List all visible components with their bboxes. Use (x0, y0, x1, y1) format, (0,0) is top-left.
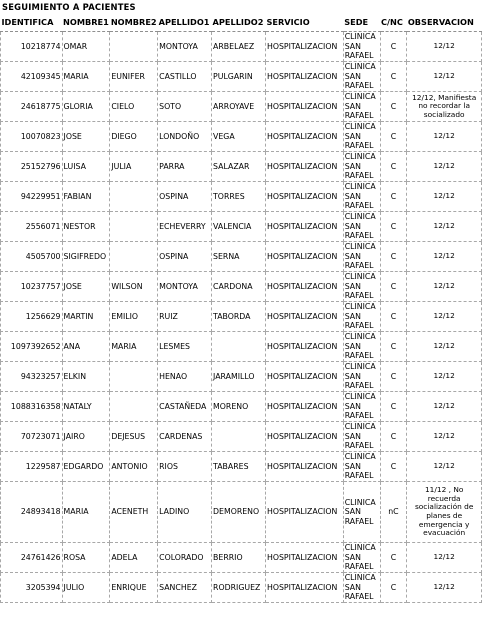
cell-nombre2: WILSON (110, 272, 158, 302)
cell-nombre2: ADELA (110, 543, 158, 573)
cell-nombre1: GLORIA (62, 92, 110, 122)
header-apellido2: APELLIDO2 (212, 15, 266, 32)
cell-sede: CLINICA SAN RAFAEL (343, 392, 380, 422)
cell-identifica: 1097392652 (1, 332, 63, 362)
cell-nombre1: JAIRO (62, 422, 110, 452)
cell-observacion: 12/12 (407, 362, 482, 392)
cell-apellido2 (212, 422, 266, 452)
cell-identifica: 10070823 (1, 122, 63, 152)
table-body (1, 32, 482, 603)
cell-servicio: HOSPITALIZACION (265, 543, 343, 573)
cell-observacion: 12/12 (407, 182, 482, 212)
cell-apellido2: RODRIGUEZ (212, 573, 266, 603)
cell-identifica: 24618775 (1, 92, 63, 122)
cell-sede: CLINICA SAN RAFAEL (343, 302, 380, 332)
cell-nombre1: ROSA (62, 543, 110, 573)
cell-nombre1: LUISA (62, 152, 110, 182)
cell-apellido1: CARDENAS (158, 422, 212, 452)
cell-sede: CLINICA SAN RAFAEL (343, 32, 380, 62)
cell-nombre2: EUNIFER (110, 62, 158, 92)
cell-apellido1: CASTAÑEDA (158, 392, 212, 422)
cell-nombre1: JOSE (62, 122, 110, 152)
cell-servicio: HOSPITALIZACION (265, 62, 343, 92)
cell-cnc: C (380, 92, 407, 122)
cell-apellido2: TORRES (212, 182, 266, 212)
cell-observacion: 12/12 (407, 242, 482, 272)
cell-nombre1: ANA (62, 332, 110, 362)
cell-cnc: C (380, 62, 407, 92)
cell-nombre2: ENRIQUE (110, 573, 158, 603)
cell-nombre1: JOSE (62, 272, 110, 302)
cell-apellido2: TABARES (212, 452, 266, 482)
cell-sede: CLINICA SAN RAFAEL (343, 182, 380, 212)
cell-observacion: 12/12 (407, 152, 482, 182)
cell-servicio: HOSPITALIZACION (265, 212, 343, 242)
cell-identifica: 3205394 (1, 573, 63, 603)
cell-cnc: C (380, 302, 407, 332)
table-row (1, 452, 482, 482)
table-row (1, 302, 482, 332)
header-nombre1: NOMBRE1 (62, 15, 110, 32)
cell-observacion: 12/12 (407, 122, 482, 152)
table-row (1, 32, 482, 62)
cell-cnc: C (380, 152, 407, 182)
cell-apellido1: OSPINA (158, 182, 212, 212)
cell-apellido2: SALAZAR (212, 152, 266, 182)
cell-apellido2: VALENCIA (212, 212, 266, 242)
cell-observacion: 12/12 (407, 543, 482, 573)
table-row (1, 482, 482, 543)
cell-identifica: 42109345 (1, 62, 63, 92)
cell-nombre2 (110, 392, 158, 422)
cell-sede: CLINICA SAN RAFAEL (343, 452, 380, 482)
cell-servicio: HOSPITALIZACION (265, 122, 343, 152)
cell-identifica: 10218774 (1, 32, 63, 62)
cell-observacion: 12/12 (407, 332, 482, 362)
page-title: SEGUIMIENTO A PACIENTES (2, 2, 136, 12)
cell-nombre1: SIGIFREDO (62, 242, 110, 272)
cell-nombre1: MARTIN (62, 302, 110, 332)
cell-nombre2: MARIA (110, 332, 158, 362)
cell-servicio: HOSPITALIZACION (265, 92, 343, 122)
cell-servicio: HOSPITALIZACION (265, 32, 343, 62)
cell-apellido2: MORENO (212, 392, 266, 422)
table-row (1, 212, 482, 242)
cell-nombre2: EMILIO (110, 302, 158, 332)
cell-apellido1: LONDOÑO (158, 122, 212, 152)
cell-servicio: HOSPITALIZACION (265, 302, 343, 332)
cell-apellido2: ARBELAEZ (212, 32, 266, 62)
cell-apellido1: RIOS (158, 452, 212, 482)
cell-apellido1: LADINO (158, 482, 212, 543)
header-nombre2: NOMBRE2 (110, 15, 158, 32)
cell-observacion: 11/12 , No recuerda socialización de planes de emergencia y evacuación (407, 482, 482, 543)
header-identifica: IDENTIFICA (1, 15, 63, 32)
cell-cnc: C (380, 242, 407, 272)
cell-apellido1: HENAO (158, 362, 212, 392)
cell-observacion: 12/12 (407, 392, 482, 422)
table-row (1, 573, 482, 603)
cell-sede: CLINICA SAN RAFAEL (343, 332, 380, 362)
cell-apellido2: CARDONA (212, 272, 266, 302)
table-row (1, 62, 482, 92)
cell-identifica: 24893418 (1, 482, 63, 543)
cell-nombre1: EDGARDO (62, 452, 110, 482)
cell-sede: CLINICA SAN RAFAEL (343, 573, 380, 603)
cell-identifica: 24761426 (1, 543, 63, 573)
cell-identifica: 4505700 (1, 242, 63, 272)
cell-nombre2: ANTONIO (110, 452, 158, 482)
cell-apellido2: ARROYAVE (212, 92, 266, 122)
cell-nombre2 (110, 32, 158, 62)
cell-observacion: 12/12 (407, 62, 482, 92)
cell-nombre2: JULIA (110, 152, 158, 182)
cell-sede: CLINICA SAN RAFAEL (343, 92, 380, 122)
cell-identifica: 94323257 (1, 362, 63, 392)
cell-apellido1: OSPINA (158, 242, 212, 272)
cell-apellido2: JARAMILLO (212, 362, 266, 392)
cell-nombre2: ACENETH (110, 482, 158, 543)
cell-servicio: HOSPITALIZACION (265, 272, 343, 302)
cell-sede: CLINICA SAN RAFAEL (343, 122, 380, 152)
patients-table (0, 15, 482, 603)
header-sede: SEDE (343, 15, 380, 32)
cell-identifica: 94229951 (1, 182, 63, 212)
cell-servicio: HOSPITALIZACION (265, 482, 343, 543)
cell-apellido2: PULGARIN (212, 62, 266, 92)
table-row (1, 152, 482, 182)
cell-cnc: C (380, 422, 407, 452)
cell-nombre1: MARIA (62, 482, 110, 543)
cell-identifica: 70723071 (1, 422, 63, 452)
header-servicio: SERVICIO (265, 15, 343, 32)
cell-sede: CLINICA SAN RAFAEL (343, 242, 380, 272)
cell-apellido1: CASTILLO (158, 62, 212, 92)
cell-nombre2 (110, 182, 158, 212)
cell-servicio: HOSPITALIZACION (265, 452, 343, 482)
cell-cnc: C (380, 452, 407, 482)
cell-observacion: 12/12 (407, 272, 482, 302)
cell-observacion: 12/12 (407, 573, 482, 603)
header-observacion: OBSERVACION (407, 15, 482, 32)
cell-observacion: 12/12 (407, 422, 482, 452)
cell-apellido2: TABORDA (212, 302, 266, 332)
cell-observacion: 12/12 (407, 212, 482, 242)
cell-cnc: C (380, 332, 407, 362)
cell-sede: CLINICA SAN RAFAEL (343, 152, 380, 182)
cell-sede: CLINICA SAN RAFAEL (343, 543, 380, 573)
cell-nombre1: JULIO (62, 573, 110, 603)
cell-cnc: C (380, 543, 407, 573)
header-apellido1: APELLIDO1 (158, 15, 212, 32)
cell-sede: CLINICA SAN RAFAEL (343, 212, 380, 242)
cell-apellido2: BERRIO (212, 543, 266, 573)
cell-apellido1: ECHEVERRY (158, 212, 212, 242)
cell-identifica: 25152796 (1, 152, 63, 182)
cell-nombre2: CIELO (110, 92, 158, 122)
cell-servicio: HOSPITALIZACION (265, 573, 343, 603)
cell-nombre2 (110, 242, 158, 272)
cell-cnc: C (380, 182, 407, 212)
cell-nombre1: NATALY (62, 392, 110, 422)
cell-identifica: 10237757 (1, 272, 63, 302)
cell-servicio: HOSPITALIZACION (265, 422, 343, 452)
cell-cnc: C (380, 573, 407, 603)
cell-apellido1: RUIZ (158, 302, 212, 332)
cell-servicio: HOSPITALIZACION (265, 152, 343, 182)
cell-observacion: 12/12 (407, 452, 482, 482)
cell-servicio: HOSPITALIZACION (265, 392, 343, 422)
table-row (1, 332, 482, 362)
cell-sede: CLINICA SAN RAFAEL (343, 62, 380, 92)
cell-sede: CLINICA SAN RAFAEL (343, 422, 380, 452)
cell-nombre1: OMAR (62, 32, 110, 62)
cell-apellido1: SOTO (158, 92, 212, 122)
cell-nombre2: DEJESUS (110, 422, 158, 452)
table-row (1, 422, 482, 452)
cell-cnc: C (380, 32, 407, 62)
header-cnc: C/NC (380, 15, 407, 32)
cell-apellido1: MONTOYA (158, 32, 212, 62)
cell-nombre1: NESTOR (62, 212, 110, 242)
cell-apellido1: COLORADO (158, 543, 212, 573)
cell-nombre1: ELKIN (62, 362, 110, 392)
cell-sede: CLINICA SAN RAFAEL (343, 482, 380, 543)
cell-servicio: HOSPITALIZACION (265, 332, 343, 362)
cell-nombre2 (110, 362, 158, 392)
cell-sede: CLINICA SAN RAFAEL (343, 362, 380, 392)
cell-sede: CLINICA SAN RAFAEL (343, 272, 380, 302)
table-row (1, 543, 482, 573)
table-row (1, 92, 482, 122)
table-row (1, 272, 482, 302)
table-row (1, 392, 482, 422)
table-row (1, 362, 482, 392)
cell-servicio: HOSPITALIZACION (265, 362, 343, 392)
table-row (1, 182, 482, 212)
table-row (1, 242, 482, 272)
cell-apellido2: VEGA (212, 122, 266, 152)
cell-identifica: 1256629 (1, 302, 63, 332)
cell-apellido1: LESMES (158, 332, 212, 362)
cell-apellido1: SANCHEZ (158, 573, 212, 603)
table-row (1, 122, 482, 152)
cell-observacion: 12/12, Manifiesta no recordar la socializado (407, 92, 482, 122)
cell-identifica: 1088316358 (1, 392, 63, 422)
cell-identifica: 2556071 (1, 212, 63, 242)
cell-servicio: HOSPITALIZACION (265, 182, 343, 212)
cell-nombre2 (110, 212, 158, 242)
cell-nombre2: DIEGO (110, 122, 158, 152)
cell-apellido1: PARRA (158, 152, 212, 182)
cell-cnc: C (380, 122, 407, 152)
cell-cnc: C (380, 272, 407, 302)
cell-observacion: 12/12 (407, 32, 482, 62)
cell-apellido1: MONTOYA (158, 272, 212, 302)
cell-nombre1: FABIAN (62, 182, 110, 212)
cell-nombre1: MARIA (62, 62, 110, 92)
cell-observacion: 12/12 (407, 302, 482, 332)
cell-cnc: C (380, 392, 407, 422)
table-header-row (1, 15, 482, 32)
cell-cnc: nC (380, 482, 407, 543)
cell-apellido2: DEMORENO (212, 482, 266, 543)
cell-cnc: C (380, 212, 407, 242)
cell-cnc: C (380, 362, 407, 392)
cell-apellido2: SERNA (212, 242, 266, 272)
cell-servicio: HOSPITALIZACION (265, 242, 343, 272)
cell-identifica: 1229587 (1, 452, 63, 482)
cell-apellido2 (212, 332, 266, 362)
